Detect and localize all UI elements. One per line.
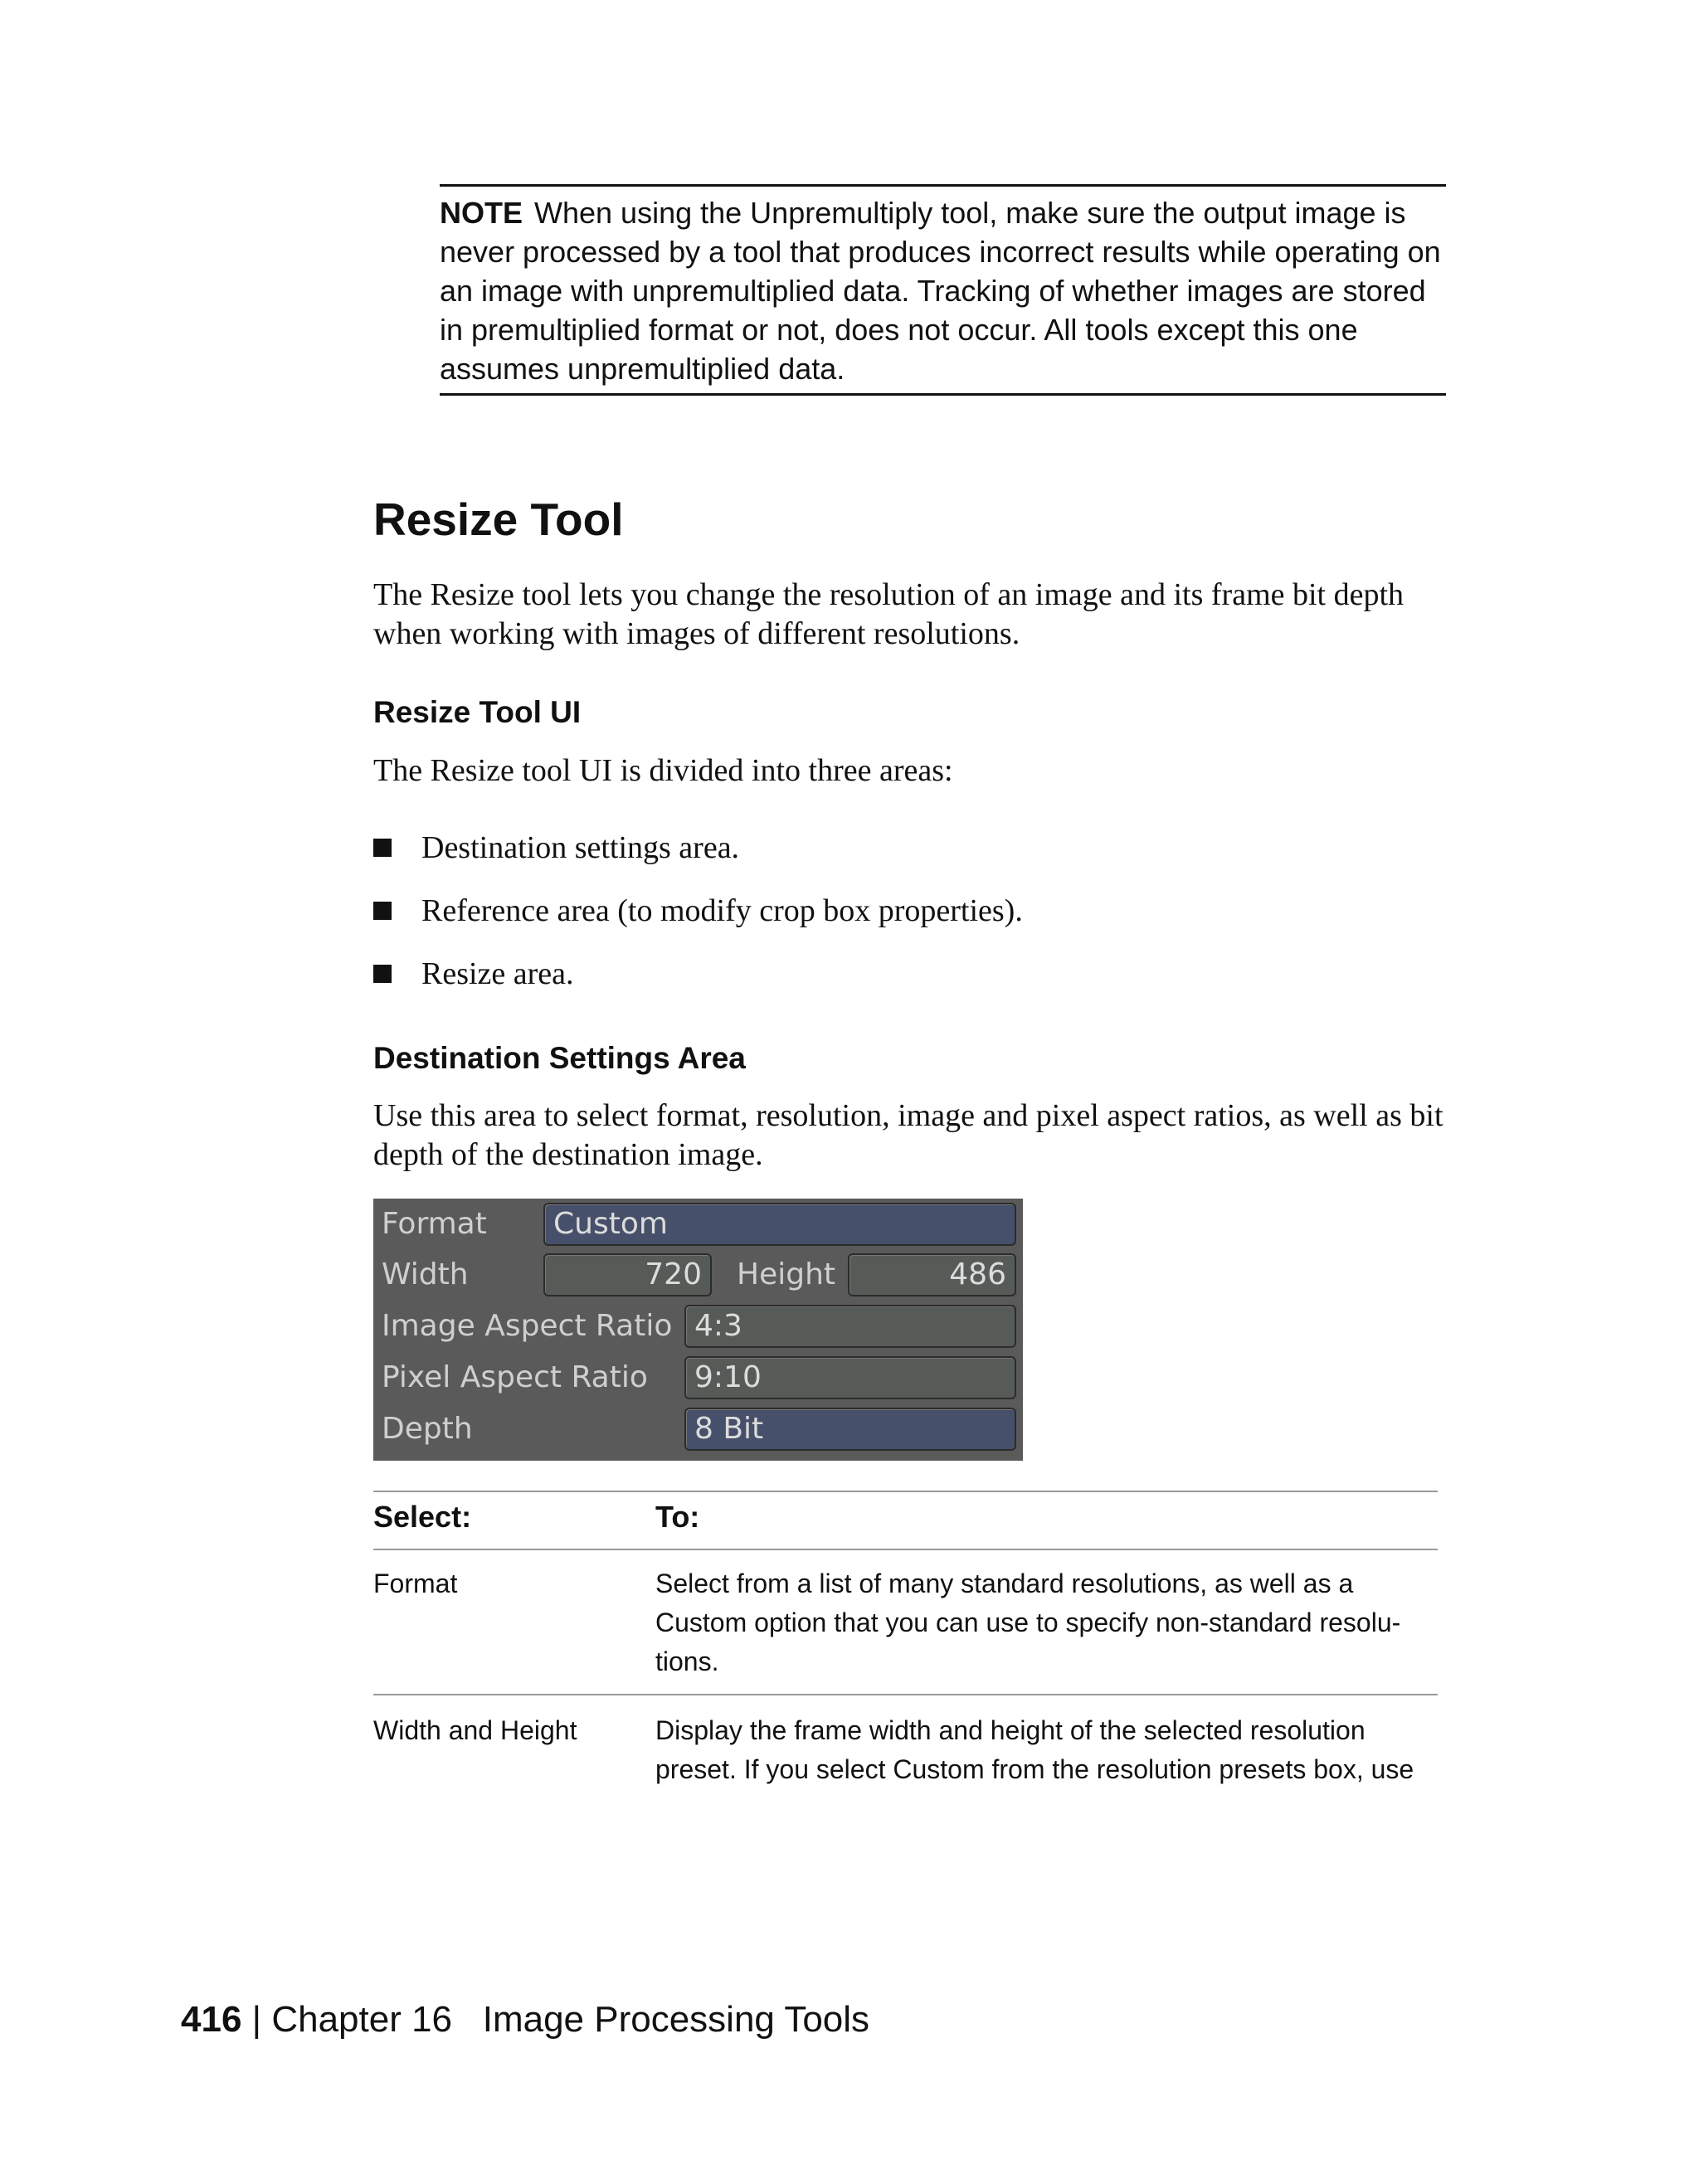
note-text: When using the Unpremultiply tool, make sure the output image is never processed by a tool that produces incorrect results while operating on an image with unpremultiplied data. Tracking of whether images are stored in premultiplied format or not, does not occur. All tools except this one assumes unpremultiplied data. (440, 196, 1441, 386)
table-row-rule (373, 1694, 1438, 1695)
dest-section-intro: Use this area to select format, resolution, image and pixel aspect ratios, as well as bit depth of the destination image. (373, 1098, 1443, 1172)
chapter-label: Chapter 16 (271, 1999, 453, 2040)
list-item-text: Resize area. (421, 956, 574, 991)
table-header-to: To: (655, 1500, 700, 1534)
list-item-text: Reference area (to modify crop box properties). (421, 893, 1023, 928)
table-cell-select: Format (373, 1569, 458, 1598)
height-field[interactable]: 486 (848, 1253, 1016, 1296)
ui-section-intro: The Resize tool UI is divided into three areas: (373, 753, 953, 788)
image-aspect-field[interactable]: 4:3 (684, 1305, 1016, 1348)
depth-dropdown[interactable]: 8 Bit (684, 1408, 1016, 1451)
list-item-text: Destination settings area. (421, 830, 740, 865)
bullet-square-icon (373, 902, 392, 920)
width-field[interactable]: 720 (543, 1253, 712, 1296)
image-aspect-label: Image Aspect Ratio (382, 1309, 673, 1343)
list-item (373, 879, 1023, 942)
table-top-rule (373, 1491, 1438, 1492)
note-label: NOTE (440, 196, 523, 230)
depth-label: Depth (382, 1412, 473, 1446)
table-cell-to (655, 1564, 1443, 1681)
table-header-select: Select: (373, 1500, 472, 1534)
list-item (373, 816, 1023, 879)
bullet-square-icon (373, 839, 392, 857)
format-label: Format (382, 1207, 487, 1241)
table-cell-select: Width and Height (373, 1715, 577, 1745)
ui-section-title: Resize Tool UI (373, 695, 582, 729)
bullet-square-icon (373, 965, 392, 983)
pixel-aspect-label: Pixel Aspect Ratio (382, 1360, 648, 1394)
footer-separator: | (251, 1999, 262, 2040)
table-cell-line: preset. If you select Custom from the resolution presets box, use (655, 1754, 1414, 1784)
dest-section-title: Destination Settings Area (373, 1041, 746, 1075)
table-cell-line: Display the frame width and height of the selected resolution (655, 1715, 1366, 1745)
chapter-title: Image Processing Tools (482, 1999, 870, 2040)
section-title: Resize Tool (373, 494, 624, 545)
destination-settings-panel (373, 1199, 1023, 1461)
format-dropdown[interactable]: Custom (543, 1203, 1016, 1246)
list-item (373, 942, 1023, 1005)
pixel-aspect-field[interactable]: 9:10 (684, 1356, 1016, 1399)
table-cell-line: Custom option that you can use to specify non-standard resolu- (655, 1608, 1401, 1637)
table-cell-line: Select from a list of many standard resolutions, as well as a (655, 1569, 1354, 1598)
page-footer (181, 1999, 869, 2041)
note-box (440, 184, 1446, 396)
height-label: Height (737, 1257, 836, 1291)
table-header-rule (373, 1549, 1438, 1550)
width-label: Width (382, 1257, 469, 1291)
area-list (373, 816, 1023, 1005)
table-cell-to (655, 1711, 1443, 1789)
section-intro: The Resize tool lets you change the resolution of an image and its frame bit depth when working with images of different resolutions. (373, 577, 1404, 651)
page-number: 416 (181, 1999, 242, 2040)
table-cell-line: tions. (655, 1647, 719, 1676)
